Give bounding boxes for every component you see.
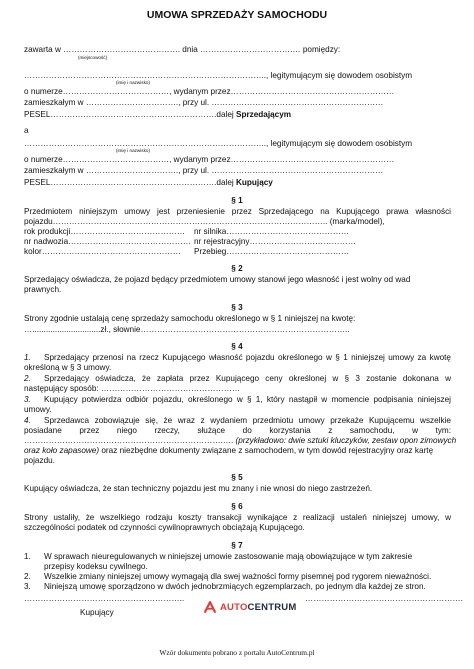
buyer-address-line: zamieszkałym w ……………………………., przy ul. ……………………………………………………… [24,166,384,175]
logo-auto: AUTO [220,601,248,613]
section-4-heading: § 4 [231,342,243,351]
buyer-id-line: o numerze…………………………………, wydanym przez…………………………………………………… [24,155,395,164]
s4-point3-line2: umowy. [24,405,52,414]
seller-id-line: o numerze…………………………………, wydanym przez…………………………………………………… [24,87,395,96]
s7-point3-number: 3. [24,582,31,591]
s4-point4-line5: pojazdu. [24,456,55,465]
vehicle-registration: nr rejestracyjny………………………………… [194,237,356,246]
seller-name-line: …………………………………………………………………………….., legitymującym się dowodem osobistym [24,71,413,80]
s4-point4-example-cont: oraz koło zapasowe) [24,446,100,455]
footer-note: Wzór dokumentu pobrano z portalu AutoCentrum.pl [159,648,315,657]
section-3-heading: § 3 [231,303,243,312]
vehicle-engine: nr silnika……………………………………… [194,227,350,236]
s7-point1-number: 1. [24,552,31,561]
seller-pesel-line [24,110,291,120]
seller-role: Sprzedającym [236,110,292,119]
section-7-heading: § 7 [231,541,243,550]
s4-point1-line1: Sprzedający przenosi na rzecz Kupującego własność pojazdu określonego w § 1 niniejszej umowy za kwotę [44,353,451,362]
s4-point3-number: 3. [24,395,31,404]
autocentrum-logo-icon [203,600,217,614]
s4-point4-example: (przykładowo: dwie sztuki kluczyków, zestaw opon zimowych [235,436,457,445]
intro-line: zawarta w ……………………………………. dnia …………………………….… pomiędzy: [24,45,341,54]
s7-point1-line2: przepisy kodeksu cywilnego. [44,562,148,571]
buyer-role: Kupujący [236,178,273,187]
s4-point4-line3 [24,436,456,446]
vehicle-body: nr nadwozia……………………………………… [24,237,191,246]
section-2-line2: prawnych. [24,285,62,294]
vehicle-color: kolor…………………………………………… [24,247,181,256]
s4-point4-line4 [24,446,433,456]
section-1-line2: pojazdu……………………………………………………………………………………….. (marka/model), [24,217,385,226]
s7-point2-line1: Wszelkie zmiany niniejszej umowy wymagają dla swej ważności formy pisemnej pod rygorem nieważności. [44,572,432,581]
buyer-pesel-line [24,178,273,188]
s4-point4-dots: ……………………………………………………………….…. [24,436,236,445]
section-3-line2: …..............................zł., słownie………………………………………………………………….. [24,325,350,334]
s4-point2-line1: Sprzedający oświadcza, że zapłata przez Kupującego ceny określonej w § 3 zostanie dokonana w [44,374,451,383]
seller-name-hint: (imię i nazwisko) [116,80,150,85]
section-5-heading: § 5 [231,473,243,482]
section-1-heading: § 1 [231,196,243,205]
section-3-line1: Strony zgodnie ustalają cenę sprzedaży samochodu określonego w § 1 niniejszej na kwotę: [24,314,356,323]
signature-line-right: …………………………………………………. [305,594,463,603]
logo-centrum: CENTRUM [247,601,297,613]
s4-point1-line2: określoną w § 3 umowy. [24,363,112,372]
section-6-heading: § 6 [231,502,243,511]
buyer-pesel-text: PESEL…………………………………………………….dalej [24,178,236,187]
s7-point1-line1: W sprawach nieuregulowanych w niniejszej umowie zastosowanie mają obowiązujące w tym zakresie [44,552,413,561]
signature-label-buyer: Kupujący [80,608,114,617]
seller-address-line: zamieszkałym w ……………………………., przy ul. ……………………………………………………… [24,98,384,107]
section-5-line1: Kupujący oświadcza, że stan techniczny pojazdu jest mu znany i nie wnosi do niego zastrzeżeń. [24,484,373,493]
conjunction: a [24,126,29,135]
document-title: UMOWA SPRZEDAŻY SAMOCHODU [146,9,328,21]
s4-point4-line2: posiadane przez niego rzeczy, służące do korzystania z samochodu, w tym: [24,426,451,435]
signature-line-left: ………………………………………………….. [24,594,185,603]
section-2-heading: § 2 [231,264,243,273]
section-6-line2: szczególności podatek od czynności cywilnoprawnych obciążają Kupującego. [24,523,305,532]
vehicle-mileage: Przebieg……………………………………… [194,247,350,256]
autocentrum-logo [203,600,296,614]
s4-point4-line1: Sprzedawca zobowiązuje się, że wraz z wydaniem przedmiotu umowy przekaże Kupującemu wszelkie [44,416,451,425]
vehicle-year: rok produkcji…………………………………… [24,227,186,236]
section-2-line1: Sprzedający oświadcza, że pojazd będący przedmiotem umowy stanowi jego własność i jest wolny od wad [24,275,411,284]
s4-point1-number: 1. [24,353,31,362]
s4-point4-number: 4. [24,416,31,425]
s4-point3-line1: Kupujący potwierdza odbiór pojazdu, określonego w § 1, który nastąpił w momencie podpisania niniejszej [44,395,451,404]
buyer-name-line: …………………………………………………………………………….., legitymującym się dowodem osobistym [24,139,413,148]
place-hint: (miejscowość) [78,55,108,60]
s7-point3-line1: Niniejszą umowę sporządzono w dwóch jednobrzmiących egzemplarzach, po jednym dla każdej ze stron. [44,582,426,591]
section-1-line1: Przedmiotem niniejszym umowy jest przeniesienie przez Sprzedającego na Kupującego prawa własności [24,207,451,216]
seller-pesel-text: PESEL…………………………………………………….dalej [24,110,236,119]
s4-point4-documents: oraz niezbędne dokumenty związane z samochodem, w tym dowód rejestracyjny oraz kartę [99,446,434,455]
s4-point2-line2: następujący sposób: …………………………………………… [24,384,241,393]
section-6-line1: Strony ustaliły, że wszelkiego rodzaju koszty transakcji wynikające z realizacji ustaleń niniejszej umowy, w [24,513,451,522]
s7-point2-number: 2. [24,572,31,581]
buyer-name-hint: (imię i nazwisko) [116,148,150,153]
autocentrum-logo-text [220,602,296,613]
s4-point2-number: 2. [24,374,31,383]
